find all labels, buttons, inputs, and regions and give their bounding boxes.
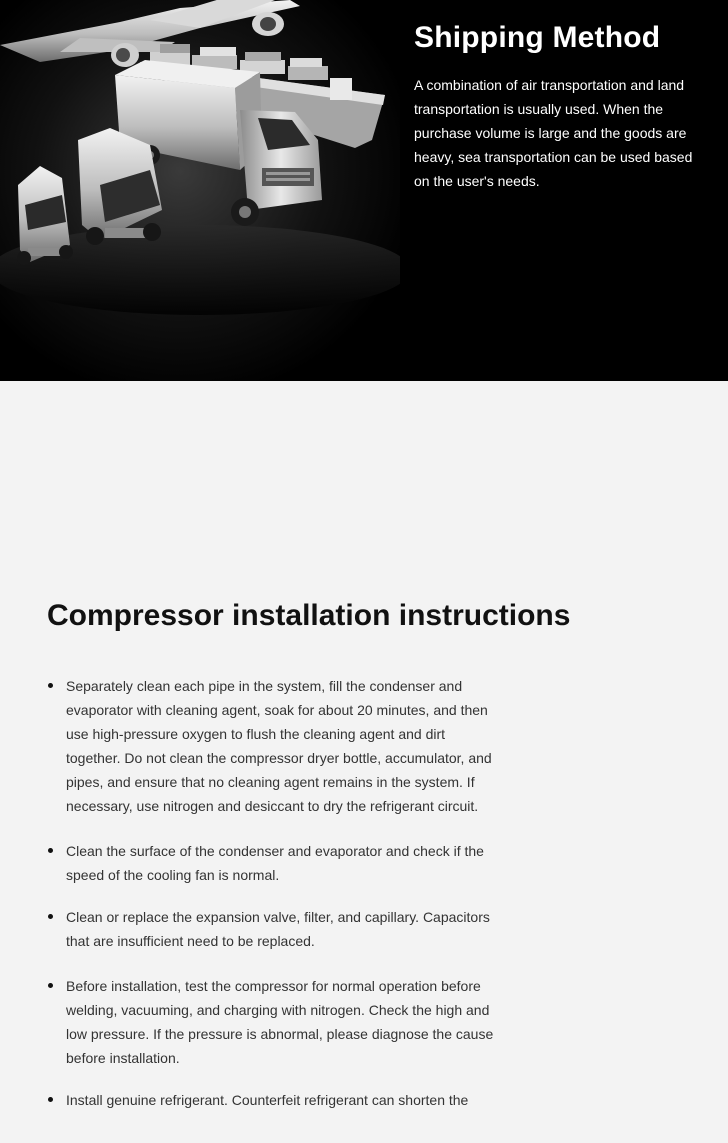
transport-vehicles-image: [0, 0, 400, 381]
list-item: [66, 839, 496, 887]
shipping-description: A combination of air transportation and land transportation is usually used. When the purchase volume is large and the goods are heavy, sea transportation can be used based on the user's needs.: [414, 77, 693, 189]
list-item-text: Separately clean each pipe in the system, fill the condenser and evaporator with cleaning agent, soak for about 20 minutes, and then use high-pressure oxygen to flush the cleaning agent and dirt together. Do not clean the compressor dryer bottle, accumulator, and pipes, and ensure that no cleaning agent remains in the system. If necessary, use nitrogen and desiccant to dry the refrigerant circuit.: [66, 678, 492, 814]
list-item-text: Install genuine refrigerant. Counterfeit refrigerant can shorten the: [66, 1092, 469, 1108]
instructions-title: Compressor installation instructions: [47, 599, 571, 632]
list-item: [66, 974, 496, 1070]
list-item: [66, 905, 496, 953]
instructions-list: [66, 674, 496, 1112]
bullet-icon: [48, 1097, 53, 1102]
bullet-icon: [48, 683, 53, 688]
list-item-text: Clean or replace the expansion valve, filter, and capillary. Capacitors that are insufficient need to be replaced.: [66, 909, 490, 949]
list-item: [66, 674, 496, 818]
bullet-icon: [48, 914, 53, 919]
list-item: [66, 1088, 496, 1112]
list-item-text: Before installation, test the compressor for normal operation before welding, vacuuming, and charging with nitrogen. Check the high and low pressure. If the pressure is abnormal, please diagnose the cause before installation.: [66, 978, 494, 1066]
bullet-icon: [48, 983, 53, 988]
shipping-section: [0, 0, 728, 381]
list-item-text: Clean the surface of the condenser and evaporator and check if the speed of the cooling fan is normal.: [66, 843, 484, 883]
bullet-icon: [48, 848, 53, 853]
shipping-title: Shipping Method: [414, 21, 661, 54]
instructions-section: [0, 381, 728, 1143]
van-icon: [78, 128, 162, 245]
